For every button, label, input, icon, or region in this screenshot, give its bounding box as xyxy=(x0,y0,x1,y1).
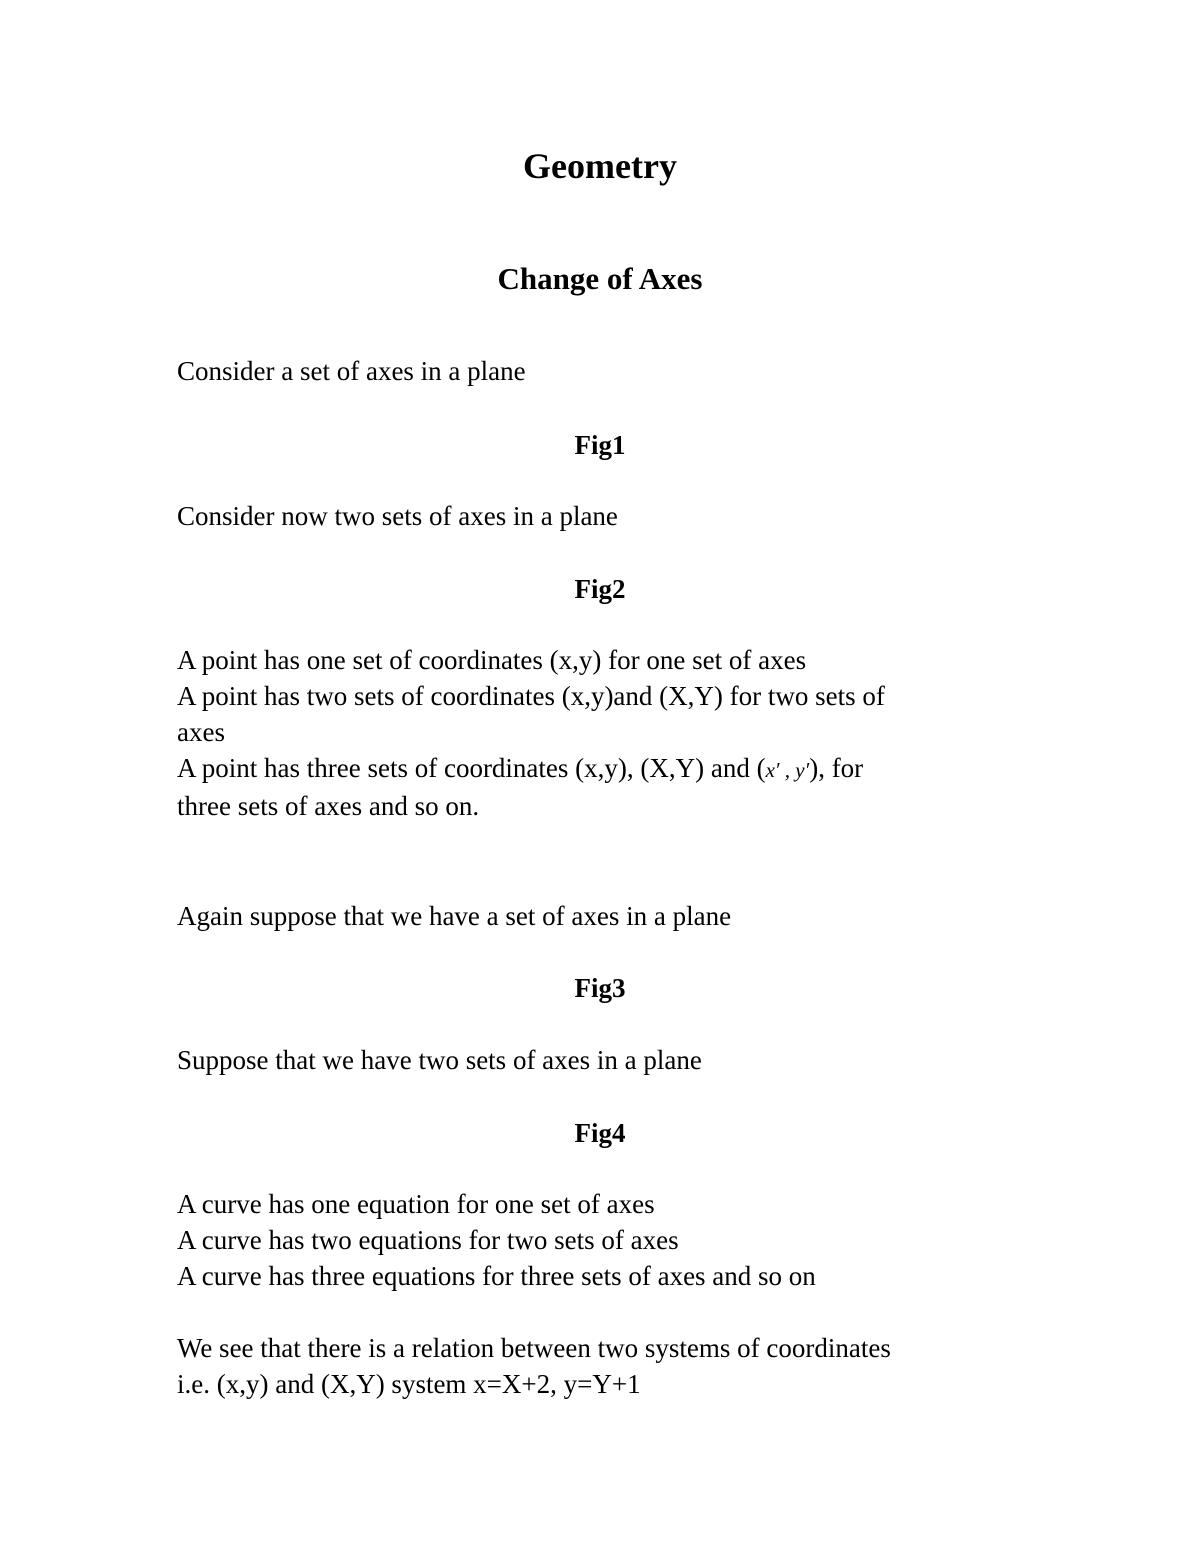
text-line: Consider now two sets of axes in a plane xyxy=(177,501,618,531)
text-line: A point has one set of coordinates (x,y) for one set of axes xyxy=(177,645,807,675)
text-segment: ), for xyxy=(809,753,864,783)
paragraph-consider-two-sets xyxy=(177,498,1027,534)
math-separator: , xyxy=(779,758,796,782)
math-y-prime: y′ xyxy=(795,758,810,782)
paragraph-consider-one-set xyxy=(177,353,1027,389)
figure-label-1: Fig1 xyxy=(574,430,626,460)
paragraph-suppose-two-sets xyxy=(177,1042,1027,1078)
text-line: Again suppose that we have a set of axes in a plane xyxy=(177,901,732,931)
text-line: We see that there is a relation between two systems of coordinates xyxy=(177,1333,891,1363)
text-line: axes xyxy=(177,717,225,747)
text-line: Consider a set of axes in a plane xyxy=(177,356,526,386)
text-line: A curve has one equation for one set of axes xyxy=(177,1189,655,1219)
text-segment: A point has three sets of coordinates (x,y), (X,Y) and ( xyxy=(177,753,766,783)
math-x-prime: x′ xyxy=(765,758,780,782)
text-line: A curve has two equations for two sets of axes xyxy=(177,1225,679,1255)
figure-label-2: Fig2 xyxy=(574,574,626,604)
paragraph-relation xyxy=(177,1330,1027,1402)
text-line: A point has two sets of coordinates (x,y)and (X,Y) for two sets of xyxy=(177,681,885,711)
text-line-with-math xyxy=(177,750,1027,788)
text-line: i.e. (x,y) and (X,Y) system x=X+2, y=Y+1 xyxy=(177,1369,641,1399)
text-line: three sets of axes and so on. xyxy=(177,791,480,821)
figure-label-3: Fig3 xyxy=(574,973,626,1003)
text-line: A curve has three equations for three sets of axes and so on xyxy=(177,1261,816,1291)
section-heading: Change of Axes xyxy=(497,261,703,296)
text-line: Suppose that we have two sets of axes in a plane xyxy=(177,1045,702,1075)
paragraph-again-suppose xyxy=(177,898,1027,934)
figure-label-4: Fig4 xyxy=(574,1118,626,1148)
paragraph-point-coordinates xyxy=(177,642,1027,824)
page-title: Geometry xyxy=(523,146,677,186)
paragraph-curve-equations xyxy=(177,1186,1027,1294)
